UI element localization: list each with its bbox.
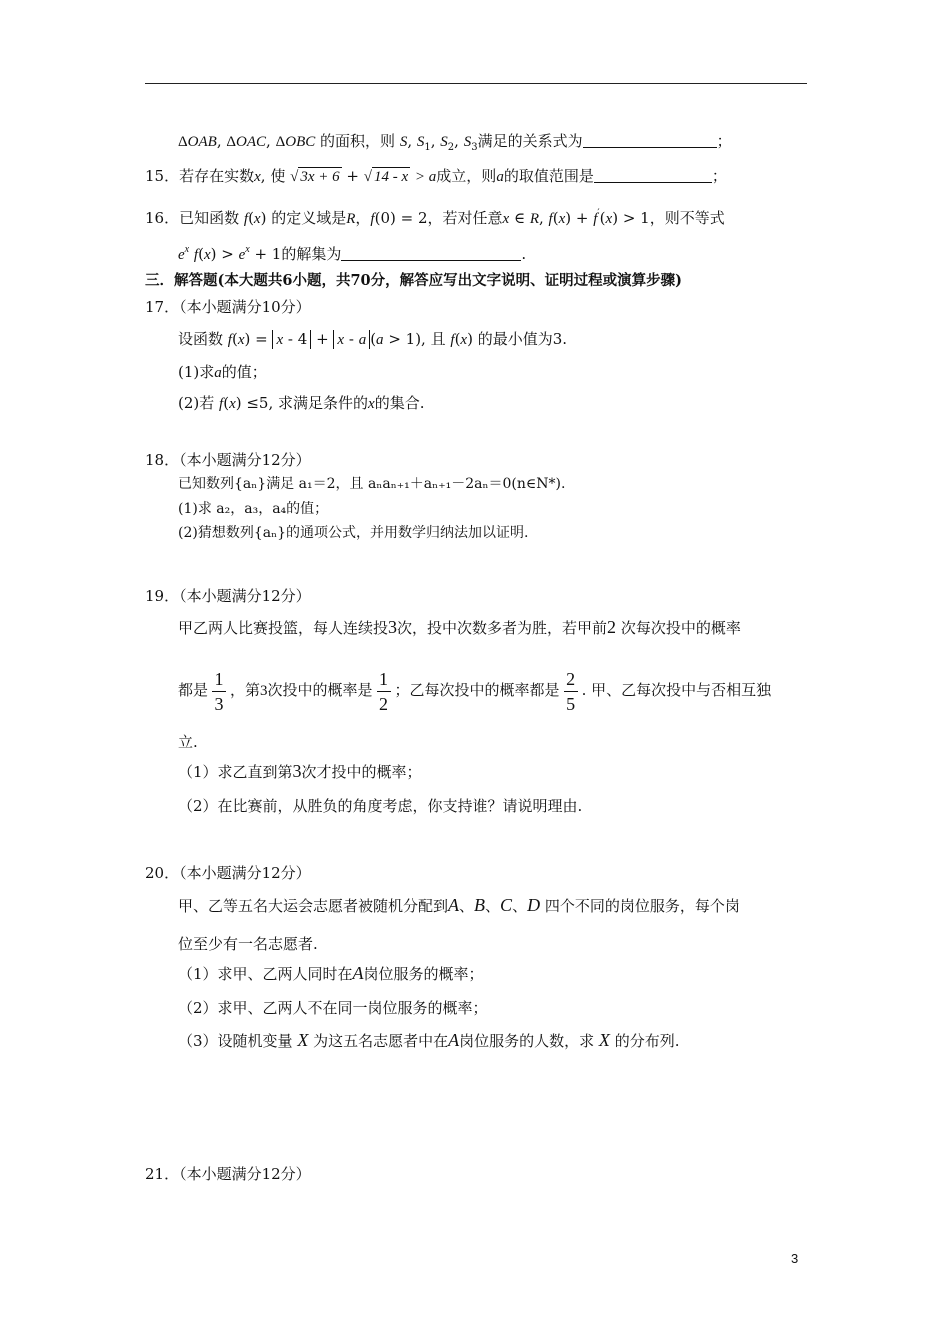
q14-line: ΔOAB, ΔOAC, ΔOBC 的面积，则 S, $S_1$, $S_2$, $S_3$满足的关系式为 ； — [178, 132, 732, 153]
q17-part1: (1)求a的值； — [178, 363, 267, 381]
q21-title: 21．（本小题满分12分） — [145, 1165, 311, 1183]
answer-blank[interactable] — [594, 168, 712, 183]
q20-part3: （3）设随机变量 X 为这五名志愿者中在A岗位服务的人数，求 X 的分布列. — [178, 1030, 680, 1050]
q18-stem: 已知数列{aₙ}满足 a₁＝2，且 aₙaₙ₊₁＋aₙ₊₁－2aₙ＝0(n∈N*). — [178, 476, 566, 492]
q19-title: 19．（本小题满分12分） — [145, 587, 311, 605]
q15-line: 15．若存在实数x, 使 √ 3x + 6 + √ 14 - x > a成立，则a的取值范围是 ； — [145, 167, 727, 185]
answer-blank[interactable] — [583, 133, 717, 148]
q16-line-1: 16．已知函数 f(x) 的定义域是R，f(0) = 2，若对任意x ∈ R, f(x) + f′(x) > 1，则不等式 — [145, 208, 725, 227]
q20-title: 20．（本小题满分12分） — [145, 864, 311, 882]
q19-line-2: 都是 $\frac{1}{3}$ ，第3次投中的概率是 $\frac{1}{2}$ ；乙每次投中的概率都是 $\frac{2}{5}$ . 甲、乙每次投中与否相互独 — [178, 668, 772, 714]
fraction-two-fifths: $\frac{2}{5}$ — [564, 669, 578, 714]
fraction-one-third: $\frac{1}{3}$ — [212, 669, 226, 714]
answer-blank[interactable] — [341, 246, 521, 261]
q20-line-2: 位至少有一名志愿者. — [178, 935, 318, 953]
section-heading: 三．解答题(本大题共6小题，共70分，解答应写出文字说明、证明过程或演算步骤) — [145, 272, 682, 289]
q18-part1: (1)求 a₂，a₃，a₄的值； — [178, 501, 329, 517]
q19-part1: （1）求乙直到第3次才投中的概率； — [178, 761, 422, 781]
q20-part1: （1）求甲、乙两人同时在A岗位服务的概率； — [178, 963, 484, 983]
q17-part2: (2)若 f(x) ≤5, 求满足条件的x的集合. — [178, 394, 425, 412]
q20-part2: （2）求甲、乙两人不在同一岗位服务的概率； — [178, 999, 488, 1017]
page-number: 3 — [791, 1251, 799, 1266]
q16-line-2: $e^x$ $f(x) > e^x + 1$的解集为 . — [178, 244, 527, 263]
q19-line-1: 甲乙两人比赛投篮，每人连续投3次，投中次数多者为胜，若甲前2 次每次投中的概率 — [178, 617, 741, 637]
q19-line-3: 立. — [178, 733, 198, 751]
q20-line-1: 甲、乙等五名大运会志愿者被随机分配到A、B、C、D 四个不同的岗位服务，每个岗 — [178, 895, 740, 915]
q17-stem: 设函数 f(x) = x - 4 + x - a (a > 1), 且 f(x) 的最小值为3. — [178, 330, 568, 348]
q17-title: 17．（本小题满分10分） — [145, 298, 311, 316]
q18-title: 18．（本小题满分12分） — [145, 451, 311, 469]
q19-part2: （2）在比赛前，从胜负的角度考虑，你支持谁？请说明理由. — [178, 797, 583, 815]
q18-part2: (2)猜想数列{aₙ}的通项公式，并用数学归纳法加以证明. — [178, 525, 529, 541]
fraction-one-half: $\frac{1}{2}$ — [377, 669, 391, 714]
header-rule — [145, 83, 807, 84]
